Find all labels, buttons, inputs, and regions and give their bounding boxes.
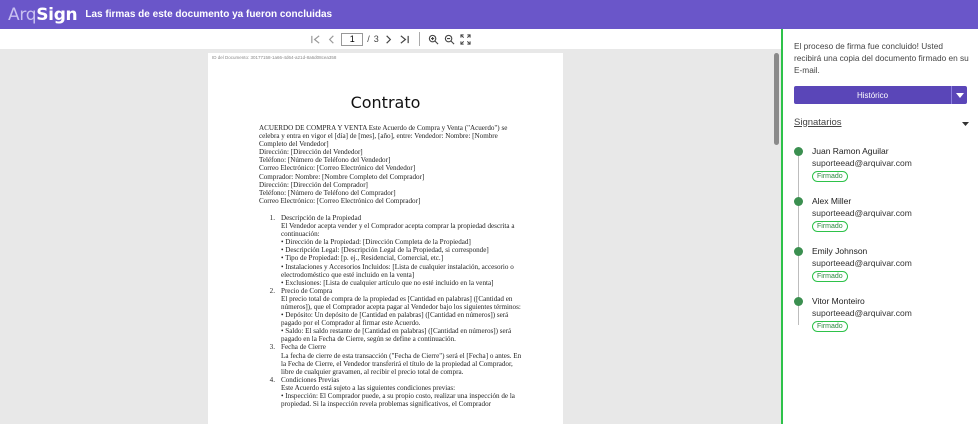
document-canvas (0, 49, 781, 424)
clause-number: 4. (269, 375, 275, 384)
logo-arq-text: Arq (8, 4, 37, 25)
clause-line: • Instalaciones y Accesorios Incluidos: [Lista de cualquier instalación, accesorio o electrodoméstico que esté incluido en la venta] (281, 262, 514, 279)
clause-line: • Depósito: Un depósito de [Cantidad en palabras] ([Cantidad en números]) será pagado por el Comprador al firmar este Acuerdo. (281, 311, 509, 328)
intro-line: Teléfono: [Número de Teléfono del Comprador] (259, 188, 396, 197)
next-page-icon[interactable] (382, 32, 396, 46)
page-separator: / (367, 34, 370, 44)
intro-line: Correo Electrónico: [Correo Electrónico del Vendedor] (259, 164, 416, 173)
signer-name: Alex Miller (812, 196, 852, 206)
signer-name: Juan Ramon Aguilar (812, 146, 889, 156)
history-dropdown-button[interactable] (951, 86, 967, 104)
clause-line: • Dirección de la Propiedad: [Dirección Completa de la Propiedad] (281, 238, 471, 247)
signers-section-header[interactable] (794, 116, 969, 128)
signed-status-dot-icon (794, 147, 803, 156)
clause-number: 1. (269, 213, 275, 222)
clause-line: Fecha de Cierre (281, 343, 326, 352)
clause-line: Precio de Compra (281, 286, 333, 295)
signed-badge: Firmado (812, 321, 848, 332)
clause-line: La fecha de cierre de esta transacción ("Fecha de Cierre") será el [Fecha] o antes. En la Fecha de Cierre, el Vendedor transferirá el título de la propiedad al Comprador, libre de cualquier gravamen, al recibir el precio total de compra. (281, 351, 522, 376)
caret-down-icon[interactable] (962, 113, 969, 131)
clause-number: 3. (269, 343, 275, 352)
signature-panel (783, 29, 978, 424)
scrollbar-thumb[interactable] (774, 53, 779, 145)
signer-email: suporteead@arquivar.com (812, 158, 912, 168)
clause-line: • Tipo de Propiedad: [p. ej., Residencial, Comercial, etc.] (281, 254, 444, 263)
signer-email: suporteead@arquivar.com (812, 208, 912, 218)
clause (259, 376, 525, 408)
intro-line: Comprador: Nombre: [Nombre Completo del Comprador] (259, 172, 425, 181)
arqsign-logo[interactable] (8, 5, 77, 25)
signed-badge: Firmado (812, 221, 848, 232)
last-page-icon[interactable] (398, 32, 412, 46)
clause-number: 2. (269, 286, 275, 295)
signer-item (794, 296, 969, 340)
logo-sign-text: Sign (36, 4, 78, 25)
clause-line: Descripción de la Propiedad (281, 213, 362, 222)
signer-name: Emily Johnson (812, 246, 868, 256)
signer-email: suporteead@arquivar.com (812, 258, 912, 268)
clause-line: Este Acuerdo está sujeto a las siguientes condiciones previas: (281, 383, 456, 392)
document-title: Contrato (350, 93, 421, 112)
clause-line: • Descripción Legal: [Descripción Legal de la Propiedad, si corresponde] (281, 246, 489, 255)
signed-status-dot-icon (794, 197, 803, 206)
clause-line: • Exclusiones: [Lista de cualquier artículo que no esté incluido en la venta] (281, 278, 494, 287)
total-pages: 3 (373, 34, 379, 44)
zoom-out-icon[interactable] (443, 32, 457, 46)
signer-item (794, 196, 969, 240)
clause (259, 214, 525, 287)
intro-line: Teléfono: [Número de Teléfono del Vendedor] (259, 156, 391, 165)
top-bar (0, 0, 978, 29)
signed-status-dot-icon (794, 297, 803, 306)
signed-badge: Firmado (812, 271, 848, 282)
document-viewer (0, 29, 781, 424)
pdf-toolbar (0, 29, 781, 49)
page-number-input[interactable] (341, 33, 363, 46)
header-title: Las firmas de este documento ya fueron concluidas (85, 9, 333, 20)
fullscreen-icon[interactable] (459, 32, 473, 46)
signer-item (794, 246, 969, 290)
intro-line: Dirección: [Dirección del Vendedor] (259, 148, 363, 157)
prev-page-icon[interactable] (324, 32, 338, 46)
document-scrollbar[interactable] (771, 49, 781, 424)
history-button[interactable]: Histórico (794, 86, 951, 104)
clause-line: El precio total de compra de la propiedad es [Cantidad en palabras] ([Cantidad en números]), que el Comprador acepta pagar al Vendedor bajo los siguientes términos: (281, 294, 521, 311)
clause (259, 343, 525, 375)
clause-line: El Vendedor acepta vender y el Comprador acepta comprar la propiedad descrita a continuación: (281, 222, 515, 239)
toolbar-divider (419, 32, 420, 46)
document-body (259, 124, 525, 408)
completion-notice: El proceso de firma fue concluido! Usted recibirá una copia del documento firmado en su E-mail. (794, 41, 969, 75)
intro-line: ACUERDO DE COMPRA Y VENTA Este Acuerdo de Compra y Venta ("Acuerdo") se celebra y entra en vigor el [día] de [mes], [año], entre: Vendedor: Nombre: [Nombre Completo del Vendedor] (259, 124, 508, 149)
signed-badge: Firmado (812, 171, 848, 182)
document-page (208, 53, 563, 424)
signer-email: suporteead@arquivar.com (812, 308, 912, 318)
clause-line: Condiciones Previas (281, 375, 340, 384)
signed-status-dot-icon (794, 247, 803, 256)
intro-line: Dirección: [Dirección del Comprador] (259, 180, 368, 189)
document-id: ID del Documento: 30177158-1a66-4d64-a21d-8a6d08cea358 (212, 55, 337, 60)
clause (259, 287, 525, 344)
clause-line: • Inspección: El Comprador puede, a su propio costo, realizar una inspección de la propiedad. Si la inspección revela problemas significativos, el Comprador (281, 392, 515, 409)
clause-line: • Saldo: El saldo restante de [Cantidad en palabras] ([Cantidad en números]) será pagado en la Fecha de Cierre, según se define a continuación. (281, 327, 512, 344)
intro-line: Correo Electrónico: [Correo Electrónico del Comprador] (259, 196, 421, 205)
first-page-icon[interactable] (308, 32, 322, 46)
zoom-in-icon[interactable] (427, 32, 441, 46)
chevron-down-icon (956, 93, 964, 98)
signer-item (794, 146, 969, 190)
signer-name: Vitor Monteiro (812, 296, 865, 306)
signers-title[interactable]: Signatarios (794, 116, 842, 128)
